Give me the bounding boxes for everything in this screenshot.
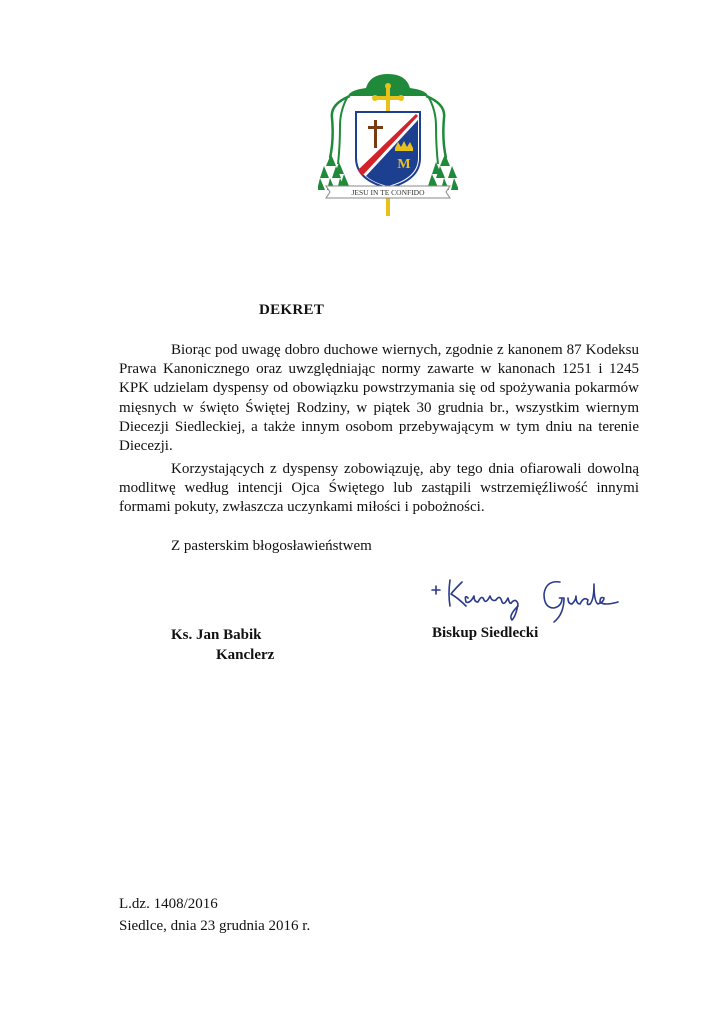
place-and-date: Siedlce, dnia 23 grudnia 2016 r. <box>119 918 311 934</box>
reference-number: L.dz. 1408/2016 <box>119 896 218 912</box>
document-reference-block <box>119 893 310 937</box>
motto-text: JESU IN TE CONFIDO <box>351 188 425 197</box>
chancellor-name: Ks. Jan Babik <box>171 627 262 643</box>
document-title: DEKRET <box>259 302 325 318</box>
paragraph-1-text: Biorąc pod uwagę dobro duchowe wiernych, zgodnie z kanonem 87 Kodeksu Prawa Kanonicznego oraz uwzględniając normy zawarte w kanonach 1251 i 1245 KPK udzielam dyspensy od obowiązku powstrzymania się od spożywania pokarmów mięsnych w święto Świętej Rodziny, w piątek 30 grudnia br., wszystkim wiernym Diecezji Siedleckiej, a także innym osobom przebywającym w tym dniu na terenie Diecezji. <box>119 342 639 455</box>
bishop-handwritten-signature <box>428 572 624 624</box>
chancellor-signature-block <box>171 625 274 665</box>
paragraph-2-text: Korzystających z dyspensy zobowiązuję, aby tego dnia ofiarowali dowolną modlitwę według intencji Ojca Świętego lub zastąpili wstrzemięźliwość innymi formami pokuty, zwłaszcza uczynkami miłości i pobożności. <box>119 461 639 516</box>
closing-greeting: Z pasterskim błogosławieństwem <box>171 538 372 554</box>
decree-paragraph-1 <box>119 341 639 456</box>
shield-icon <box>356 112 420 188</box>
left-tassels-icon <box>318 154 349 190</box>
svg-text:M: M <box>397 157 411 172</box>
coat-of-arms <box>318 70 458 218</box>
bishop-title: Biskup Siedlecki <box>432 625 539 641</box>
chancellor-role: Kanclerz <box>216 647 275 663</box>
decree-paragraph-2 <box>119 460 639 518</box>
right-tassels-icon <box>428 154 458 190</box>
